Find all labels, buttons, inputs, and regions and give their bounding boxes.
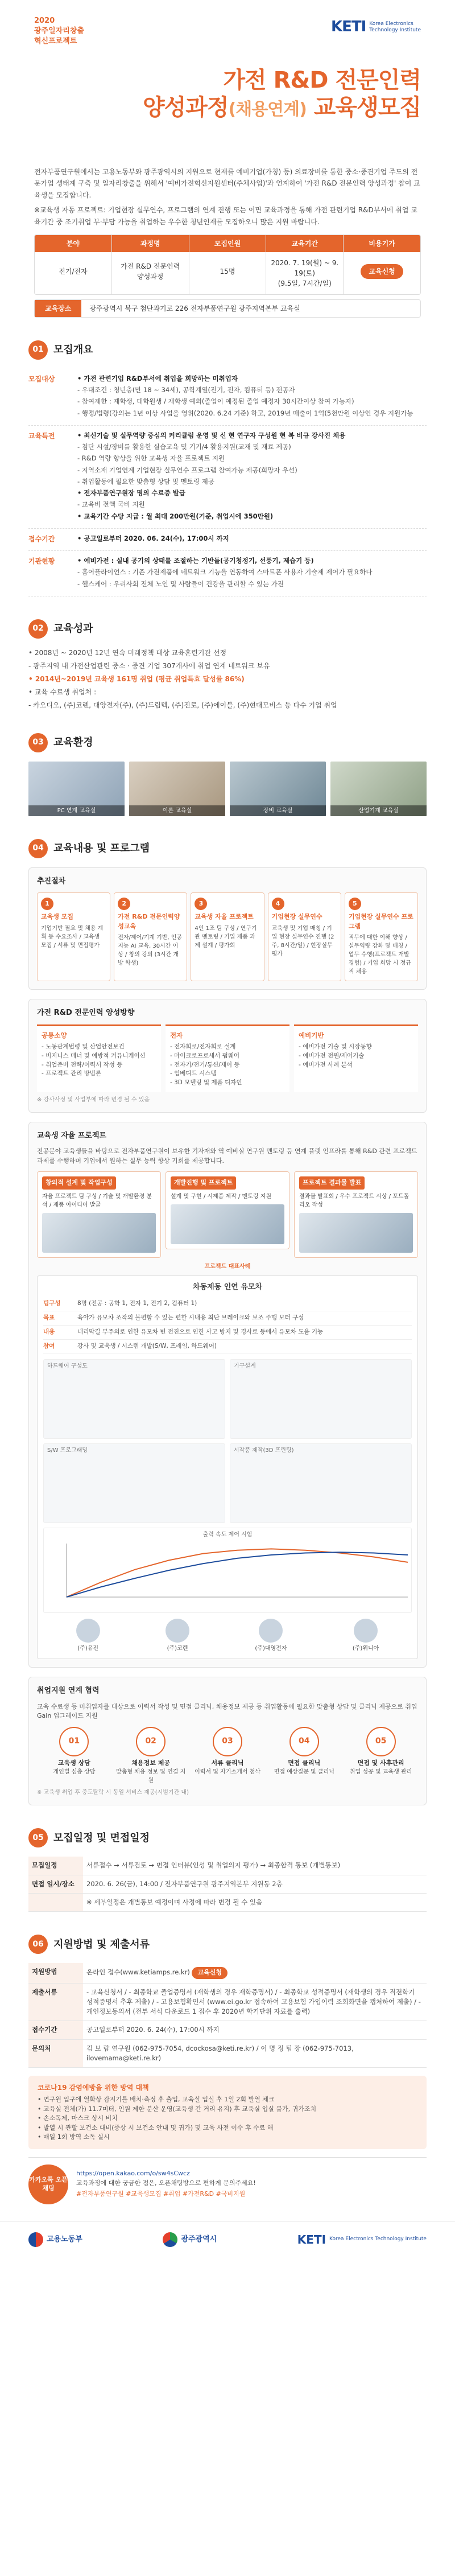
apply-online-button[interactable]: 교육신청 [192,1967,228,1979]
curriculum-item: - 프로젝트 관리 방법론 [42,1070,102,1077]
info-head: 교육기간 [266,235,343,252]
perf-line-highlight: • 2014년~2019년 교육생 161명 취업 (평균 취업특효 달성률 86%) [28,674,245,683]
avatar [354,1619,378,1643]
step-number: 5 [349,898,361,910]
avatar [76,1619,100,1643]
example-label: 내용 [43,1328,55,1335]
flow-step-title: 교육생 상담 [57,1759,90,1767]
perf-line: - 광주지역 내 가전산업관련 중소 · 중견 기업 307개사에 취업 연계 네트워크 보유 [28,661,270,670]
title-line-2-sub: (채용연계) [228,99,307,120]
step-desc: 기업기반 필요 및 채용 계획 등 수요조사 / 교육생 모집 / 서류 및 면접평가 [41,925,104,949]
flow-step-number: 04 [289,1727,319,1756]
example-chart [43,1528,412,1613]
flow-note: ※ 교육생 취업 후 중도탈락 시 동일 서비스 제공(시범기간 내) [37,1789,189,1796]
project-photo [171,1204,284,1244]
step-title: 가전 R&D 전문인력양성교육 [118,913,180,930]
overview-line: - 첨단 시설/장비를 활용한 실습교육 및 기기/4 활용지원(교재 및 재료 제공) [77,443,291,451]
overview-line: • 예비가전 : 실내 공기의 상태를 조절하는 기반들(공기청정기, 선풍기, 제습기 등) [77,557,314,565]
apply-head: 접수기간 [28,2021,83,2039]
logo-text-2: Technology Institute [369,27,421,33]
curriculum-title: 공통소양 [42,1031,67,1039]
overview-label: 모집대상 [28,375,55,383]
apply-value-text: 김 보 람 연구원 (062-975-7054, dcockosa@keti.re.kr) / 이 명 정 팀 장 (062-975-7013, ilovemama@keti.re.kr) [86,2044,354,2062]
covid-line: • 발열 시 관할 보건소 대비(증상 시 보건소 안내 및 귀가) 및 교육 사전 이수 후 수료 해 [38,2124,274,2131]
overview-line: - 헬스케어 : 우리사회 전체 노인 및 사람들이 건강을 관리할 수 있는 가전 [77,579,284,588]
schedule-value: 서류접수 → 서류검토 → 면접 인터뷰(인성 및 취업의지 평가) → 최종합격 통보 (개별통보) [83,1857,427,1875]
kakao-badge[interactable]: 카카오톡 오픈채팅 [28,2165,68,2204]
section-title: 모집일정 및 면접일정 [53,1832,150,1844]
intro-text: 전자부품연구원에서는 고용노동부와 광주광역시의 지원으로 현재를 예비기업(가칭) 등) 의료장비를 통한 중소·중견기업 주도의 전문가업 생태계 구축 및 일자리창출을 위해서 '예비가전혁신지원센터(주체사업)'과 연계하여 '가전 R&D 전문인력 양성과정' 참여 교육생을 모집합니다. [34,168,420,199]
apply-value [83,2021,427,2039]
example-row [43,1297,412,1311]
apply-row [28,2021,427,2039]
title-line-2a: 양성과정 [142,94,229,121]
image-caption: 기구설계 [234,1363,256,1370]
curriculum-item: - 예비가전 사례 분석 [299,1061,353,1068]
example-value: 육아가 유모차 조작의 불편함 수 있는 편한 시내용 최단 브레이크와 보조 주행 모터 구성 [77,1314,304,1322]
photo-equipment-room [230,762,326,816]
curriculum-title: 전자 [170,1031,183,1039]
info-val: 15명 [220,267,235,275]
curriculum-title: 예비기반 [299,1031,324,1039]
flow-step [267,1727,341,1785]
apply-value-text: - 교육신청서 / - 최종학교 졸업증명서 (재학생의 경우 재학증명서) / - 최종학교 성적증명서 (재학생의 경우 직전학기 성적증명서 추후 제출) / - 고용보험확인서 (www.ei.go.kr 접속하여 고용보험 가입이력 조회화면을 캡처하여 제출) / - 개인정보동의서 (전부 서식 다운로드 1 접수 후 2020년 학기단위 자료를 출력) [86,1987,421,2016]
team-member [166,1619,189,1653]
example-value: 내리막길 부주의로 인한 유모차 빈 전진으로 인한 사고 방지 및 경사로 등에서 유모차 도움 기능 [77,1328,324,1335]
panel-title: 교육생 자율 프로젝트 [37,1131,107,1140]
apply-head: 문의처 [28,2039,83,2068]
section-number: 04 [28,839,48,858]
info-val: 전기/전자 [59,267,88,275]
step-desc: 직무에 대한 이해 향상 / 실무역량 강화 및 매칭 / 업무 수행(프로젝트 개발 경험) / 기업 희망 시 정규직 채용 [348,935,411,976]
openchat-desc: 교육과정에 대한 궁금한 점은, 오픈채팅방으로 편하게 문의주세요! [76,2179,256,2187]
flow-step-title: 채용정보 제공 [131,1759,170,1767]
process-step [37,892,110,981]
job-support-panel [28,1677,427,1805]
team-row [43,1619,412,1653]
info-val: 가전 R&D 전문인력 양성과정 [121,262,180,281]
section-overview [0,340,455,596]
curriculum-item: - 전자회로/전자회로 설계 [170,1043,236,1051]
covid-line: • 손소독제, 마스크 상시 비치 [38,2114,118,2122]
photo-machine-room [330,762,427,816]
section-number: 01 [28,340,48,360]
photo-pc-room [28,762,125,816]
overview-body [77,556,427,591]
overview-row [28,529,427,551]
schedule-value: 2020. 6. 26(금), 14:00 / 전자부품연구원 광주지역본부 지원동 2층 [83,1875,427,1893]
flow-step [191,1727,265,1785]
info-table [0,234,455,318]
apply-value [83,2039,427,2068]
step-desc: 교육생 및 기업 매칭 / 기업 현장 실무연수 진행 (2주, 8시간/일) / 현장실무 평가 [271,925,334,957]
small-title-year: 2020 [34,17,55,25]
photo-lecture-room [129,762,225,816]
small-title-line2: 광주일자리창출 [34,27,84,36]
step-number: 1 [41,898,53,910]
covid-line: • 교육실 전체(가) 11.7미터, 인원 제한 분산 운영(교육생 간 거리 유지) 후 교육실 입실 불가, 귀가조치 [38,2105,317,2113]
overview-label: 접수기간 [28,534,55,543]
kakao-openchat [28,2157,427,2204]
panel-title: 가전 R&D 전문인력 양성방향 [37,1009,135,1018]
example-row [43,1311,412,1326]
info-apply [344,235,420,294]
section-apply [0,1935,455,2204]
photo-caption: 산업기계 교육실 [330,805,427,816]
header [0,0,455,154]
curriculum-column [166,1024,289,1092]
step-number: 2 [118,898,130,910]
example-label: 참여 [43,1342,55,1349]
schedule-row [28,1893,427,1911]
step-desc: 4인 1조 팀 구성 / 연구기관 멘토링 / 기업 제품 과제 설계 / 평가회 [195,925,257,949]
project-box [37,1171,161,1258]
apply-value [83,1983,427,2021]
process-step [345,892,418,981]
flow-step-title: 서류 클리닉 [211,1759,244,1767]
info-course [112,235,189,294]
schedule-row [28,1875,427,1893]
project-photo [299,1213,413,1253]
example-label: 목표 [43,1314,55,1322]
flow-step [37,1727,111,1785]
info-head: 모집인원 [189,235,266,252]
example-image-sw [43,1443,225,1523]
chart-series-line [67,1549,408,1598]
org-name: 광주광역시 [181,2235,217,2244]
project-photo [42,1213,156,1253]
photo-caption: 이론 교육실 [129,805,225,816]
schedule-value: ※ 세부일정은 개별통보 예정이며 사정에 따라 변경 될 수 있음 [83,1893,427,1911]
project-box [294,1171,418,1258]
section-environment [0,733,455,816]
flow-step-desc: 이력서 및 자기소개서 첨삭 [195,1769,260,1776]
panel-title: 추진절차 [37,877,66,886]
keti-footer-logo [297,2231,427,2248]
project-box [166,1171,289,1249]
flow-step-number: 01 [59,1727,89,1756]
curriculum-item: - 임베디드 시스템 [170,1070,217,1077]
apply-value-text: 공고일로부터 2020. 6. 24(수), 17:00시 까지 [86,2026,220,2034]
process-step [114,892,187,981]
section-number: 03 [28,733,48,752]
covid-lines [38,2095,417,2142]
example-value: 8명 (전공 : 공학 1, 전자 1, 전기 2, 컴퓨터 1) [77,1300,197,1307]
overview-line: - 홈어플라이언스 : 기존 가전제품에 네트워크 기능을 연동하여 스마트폰 사용자 기술제 제어가 필요하다 [77,568,373,577]
apply-button[interactable]: 교육신청 [361,264,403,279]
logo-text-1: Korea Electronics [369,20,413,27]
curriculum-item: - 예비가전 전원/제어기술 [299,1052,365,1059]
flow-step-number: 02 [136,1727,166,1756]
schedule-head: 모집일정 [28,1857,83,1875]
section-title: 교육환경 [53,736,93,749]
section-number: 06 [28,1935,48,1954]
curriculum-item: - 3D 모델링 및 제품 디자인 [170,1079,242,1087]
flow-step-title: 면접 클리닉 [288,1759,321,1767]
gwangju-logo [163,2232,217,2247]
chart-title: 출력 속도 제어 시험 [202,1532,253,1538]
team-member-label: (주)유진 [77,1645,99,1652]
overview-row [28,426,427,529]
info-head: 과정명 [112,235,189,252]
schedule-head: 면접 일시/장소 [28,1875,83,1893]
photo-caption: 장비 교육실 [230,805,326,816]
chart-series-line [67,1553,408,1598]
example-row [43,1326,412,1340]
team-member-label: (주)코렌 [167,1645,188,1652]
section-schedule [0,1828,455,1912]
example-image-mech [230,1359,412,1439]
apply-row [28,1983,427,2021]
team-member [353,1619,379,1653]
curriculum-columns [37,1024,418,1092]
curriculum-item: - 노동관계법령 및 산업안전보건 [42,1043,125,1051]
overview-line: - 참여제한 : 재학생, 대학원생 / 재학생 예외(졸업이 예정된 졸업 예정자 30시간이상 참여 가능자) [77,397,354,406]
apply-table [28,1963,427,2068]
gwangju-mark-icon [163,2232,177,2247]
chart-axis [67,1544,408,1597]
overview-list [28,369,427,596]
overview-line: • 최신기술 및 실무역량 중심의 커리큘럼 운영 및 신 현 연구자 구성원 현 복 비규 강사진 채용 [77,431,346,439]
schedule-table [28,1857,427,1912]
apply-head: 지원방법 [28,1963,83,1983]
flow-step [114,1727,188,1785]
flow-step-number: 03 [213,1727,242,1756]
flow-step-desc: 면접 예상질문 및 클리닉 [274,1769,334,1776]
perf-line: • 2008년 ~ 2020년 12년 연속 미래정책 대상 교육훈련기관 선정 [28,648,227,657]
overview-label: 기관현황 [28,557,55,566]
image-caption: 시작품 제작(3D 프린팅) [234,1447,294,1454]
moel-mark-icon [28,2232,43,2247]
location-label: 교육장소 [35,300,81,317]
overview-line: • 교육기간 수당 지급 : 월 최대 200만원(기준, 취업시에 350만원) [77,512,274,520]
perf-line: • 교육 수료생 취업처 : [28,688,97,696]
curriculum-column [294,1024,418,1092]
overview-body [77,374,427,420]
step-title: 기업현장 실무연수 프로그램 [348,913,413,930]
overview-line: - 행정/법령(강의는 1년 이상 사업을 영위(2020. 6.24 기준) 하고, 2019년 매출이 1억(5천만원 이상인 경우 지원가능 [77,409,413,417]
flow-step-desc: 취업 성공 및 교육생 관리 [349,1769,412,1776]
title-line-2b: 교육생모집 [306,94,421,121]
step-desc: 전자/제어/기계 기반, 인공지능 AI 교육, 30시간 이상 / 창의 강의 (3시간 개방 학생) [118,935,183,967]
process-panel [28,867,427,990]
team-member-label: (주)대영전자 [255,1645,287,1652]
apply-row [28,1963,427,1983]
perf-line: - 카오디오, (주)코렌, 대양전자(주), (주)드림텍, (주)진로, (주)에이블, (주)현대모비스 등 다수 기업 취업 [28,701,337,709]
section-number: 02 [28,619,48,639]
example-label: 팀구성 [43,1300,61,1307]
flow-step-desc: 맞춤형 채용 정보 및 연결 지원 [116,1769,186,1784]
overview-body [77,431,427,523]
image-caption: S/W 프로그래밍 [47,1447,88,1454]
section-program [0,839,455,1806]
schedule-head [28,1893,83,1911]
overview-line: • 가전 관련기업 R&D부서에 취업을 희망하는 미취업자 [77,374,238,382]
project-box-title: 프로젝트 결과물 발표 [299,1176,365,1190]
project-example [37,1275,418,1660]
project-box-desc: 설계 및 구현 / 시제품 제작 / 멘토링 지원 [171,1193,272,1200]
schedule-row [28,1857,427,1875]
step-number: 3 [195,898,207,910]
flow-step [344,1727,418,1785]
overview-line: - 취업활동에 필요한 맞춤형 상담 및 멘토링 제공 [77,477,214,485]
intro-note: ※교육생 자동 프로젝트: 기업현장 실무연수, 프로그램의 연계 진행 또는 이면 교육과정을 통해 가전 관련기업 R&D부서에 취업 교육기간 중 조기취업 부·부담 가능을 취업하는 우수한 청년인재를 모집하오니 많은 지원 바랍니다. [34,206,417,226]
keti-mark: KETI [297,2232,326,2246]
location-value: 광주광역시 북구 첨단과기로 226 전자부품연구원 광주지역본부 교육실 [89,304,300,312]
info-period [266,235,344,294]
team-member [255,1619,287,1653]
project-label [34,16,84,47]
small-title-line3: 혁신프로젝트 [34,37,77,46]
example-row [43,1340,412,1354]
apply-value [83,1963,427,1983]
avatar [166,1619,189,1643]
step-title: 교육생 자율 프로젝트 [195,913,254,921]
overview-label: 교육특전 [28,431,55,440]
overview-line: • 전자부품연구원장 명의 수료증 발급 [77,489,185,497]
flow-step-desc: 개인별 심층 상담 [53,1769,96,1776]
curriculum-item: - 취업준비 전략/이력서 작성 등 [42,1061,123,1068]
step-number: 4 [272,898,284,910]
hashtags: #전자부품연구원 #교육생모집 #취업 #가전R&D #국비지원 [76,2190,246,2198]
project-panel [28,1122,427,1668]
apply-head: 제출서류 [28,1983,83,2021]
org-name: 고용노동부 [47,2235,82,2244]
info-count [189,235,267,294]
step-title: 교육생 모집 [41,913,73,921]
overview-line: • 공고일로부터 2020. 06. 24(수), 17:00시 까지 [77,534,229,542]
curriculum-item: - 전자기/전기/통신/제어 등 [170,1061,240,1068]
overview-line: - 교육비 전액 국비 지원 [77,500,145,509]
flow-steps [37,1727,418,1785]
project-column [166,1171,289,1258]
keti-text: Korea Electronics Technology Institute [329,2236,427,2242]
section-title: 모집개요 [53,344,93,356]
apply-row [28,2039,427,2068]
section-title: 교육성과 [53,623,93,635]
curriculum-item: - 마이크로프로세서 펌웨어 [170,1052,240,1059]
overview-line: - 우대조건 : 청년층(만 18 ~ 34세), 공학계열(전기, 전자, 컴퓨터 등) 전공자 [77,386,295,394]
project-box-title: 개발진행 및 프로젝트 [171,1176,236,1190]
process-step [268,892,341,981]
project-column [294,1171,418,1258]
flow-step-title: 면접 및 사후관리 [357,1759,404,1767]
info-val: 2020. 7. 19(월) ~ 9. 19(토) (9.5일, 7시간/일) [271,258,339,287]
section-title: 교육내용 및 프로그램 [53,842,150,855]
overview-row [28,369,427,426]
project-grid [37,1171,418,1258]
example-image-hw [43,1359,225,1439]
curriculum-panel [28,999,427,1113]
project-box-title: 창의적 설계 및 작업구성 [42,1176,116,1190]
section-number: 05 [28,1828,48,1847]
avatar [259,1619,283,1643]
info-head: 비용기가 [344,235,420,252]
image-caption: 하드웨어 구성도 [47,1363,88,1370]
step-title: 기업현장 실무연수 [271,913,322,921]
apply-value-text: 온라인 접수(www.ketiamps.re.kr) [86,1968,192,1977]
project-text: 전공분야 교육생들을 바탕으로 전자부품연구원이 보유한 기자재와 역 예비실 연구원 멘토링 등 연계 플랫 인프라를 통해 R&D 관련 프로젝트 과제를 수행하며 기업에서 원하는 실무 능력 향상 기회를 제공합니다. [37,1147,417,1164]
section-title: 지원방법 및 제출서류 [53,1938,150,1950]
covid-title: 코로나19 감염예방을 위한 방역 대책 [38,2084,149,2092]
covid-line: • 매일 1회 방역 소독 실시 [38,2133,110,2141]
project-box-desc: 자율 프로젝트 팀 구성 / 기술 및 개발환경 분석 / 제품 아이디어 발굴 [42,1193,152,1208]
info-location [34,299,421,318]
logo-mark: KETI [331,18,366,35]
info-field [35,235,112,294]
example-value: 강사 및 교육생 / 시스템 개발(S/W, 프레임, 하드웨어) [77,1342,217,1349]
project-example-link: 프로젝트 대표사례 [204,1263,251,1270]
logo-text [369,21,421,34]
covid-box [28,2076,427,2149]
team-member [76,1619,100,1653]
curriculum-item: - 비지니스 매너 및 예방적 커뮤니케이션 [42,1052,146,1059]
overview-row [28,551,427,596]
page-title [34,67,421,121]
openchat-link[interactable]: https://open.kakao.com/o/sw4sCwcz [76,2170,190,2178]
title-line-2 [34,94,421,121]
overview-line: - R&D 역량 향상을 위한 교육생 자율 프로젝트 지원 [77,454,225,463]
curriculum-item: - 예비가전 기술 및 시장동향 [299,1043,372,1051]
team-member-label: (주)위니아 [352,1645,379,1652]
keti-logo [331,16,421,38]
example-image-proto [230,1443,412,1523]
curriculum-column [37,1024,161,1092]
process-steps [37,892,418,981]
chart-svg [44,1539,419,1607]
overview-line: - 지역소재 기업연계 기업현장 실무연수 프로그램 참여가능 제공(희망자 우선) [77,466,297,474]
process-step [191,892,264,981]
panel-title: 취업지원 연계 협력 [37,1686,100,1696]
curriculum-note: ※ 강사사정 및 사업부에 따라 변경 될 수 있음 [37,1096,150,1103]
title-line-1: 가전 R&D 전문인력 [223,67,421,93]
example-title: 차동제동 인연 유모차 [192,1282,263,1291]
covid-line: • 연구원 입구에 열화상 감지기를 배치·측정 후 출입, 교육실 입실 후 1일 2회 발열 체크 [38,2096,275,2104]
footer [0,2221,455,2262]
flow-intro: 교육 수료생 등 미취업자를 대상으로 이력서 작성 및 면접 클리닉, 채용정보 제공 등 취업활동에 필요한 맞춤형 상담 및 클리닉 제공으로 취업 Gain 업그레이드 지원 [37,1702,417,1720]
flow-step-number: 05 [366,1727,396,1756]
example-rows [43,1297,412,1353]
overview-body [77,534,427,545]
moel-logo [28,2232,82,2247]
project-box-desc: 결과물 발표회 / 우수 프로젝트 시상 / 포트폴리오 작성 [299,1193,410,1208]
photo-caption: PC 연계 교육실 [28,805,125,816]
project-column [37,1171,161,1258]
info-head: 분야 [35,235,111,252]
section-performance [0,619,455,710]
